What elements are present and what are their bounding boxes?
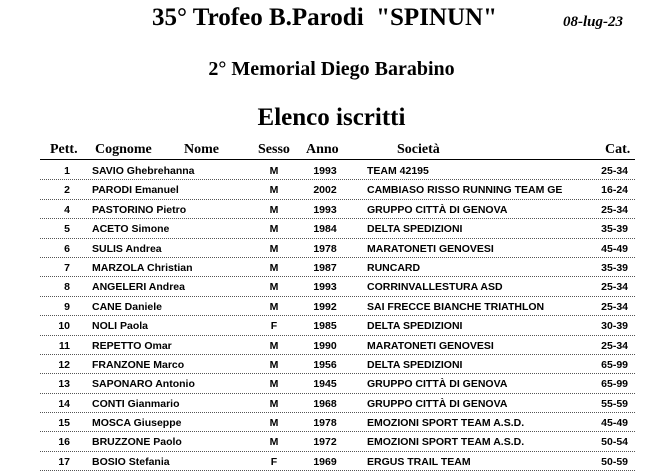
sesso-cell: M <box>269 184 279 197</box>
table-row <box>0 355 663 374</box>
pett-cell: 16 <box>58 436 70 449</box>
name-cell: PASTORINO Pietro <box>92 203 187 216</box>
table-header <box>0 142 663 160</box>
pett-cell: 2 <box>64 184 70 197</box>
cat-cell: 55-59 <box>601 397 628 410</box>
sesso-cell: M <box>269 358 279 371</box>
societa-cell: RUNCARD <box>367 261 421 274</box>
table-row <box>0 432 663 451</box>
header-sesso: Sesso <box>258 142 290 157</box>
name-cell: MOSCA Giuseppe <box>92 417 182 430</box>
societa-cell: ERGUS TRAIL TEAM <box>367 455 471 468</box>
sesso-cell: M <box>269 261 279 274</box>
name-cell: CANE Daniele <box>92 300 163 313</box>
societa-cell: MARATONETI GENOVESI <box>367 339 494 352</box>
anno-cell: 1984 <box>313 223 337 236</box>
table-row <box>0 239 663 258</box>
societa-cell: MARATONETI GENOVESI <box>367 242 494 255</box>
societa-cell: CORRINVALLESTURA ASD <box>367 281 503 294</box>
sesso-cell: M <box>269 397 279 410</box>
name-cell: REPETTO Omar <box>92 339 172 352</box>
name-cell: ANGELERI Andrea <box>92 281 185 294</box>
event-date: 08-lug-23 <box>563 14 623 30</box>
list-heading: Elenco iscritti <box>257 104 406 131</box>
anno-cell: 1969 <box>313 455 337 468</box>
pett-cell: 12 <box>58 358 70 371</box>
societa-cell: GRUPPO CITTÀ DI GENOVA <box>367 397 508 410</box>
pett-cell: 14 <box>58 397 70 410</box>
name-cell: CONTI Gianmario <box>92 397 180 410</box>
societa-cell: EMOZIONI SPORT TEAM A.S.D. <box>367 417 525 430</box>
table-row <box>0 277 663 296</box>
pett-cell: 6 <box>64 242 70 255</box>
document-subtitle: 2° Memorial Diego Barabino <box>208 58 455 80</box>
anno-cell: 1956 <box>313 358 337 371</box>
cat-cell: 65-99 <box>601 358 628 371</box>
table-row <box>0 161 663 180</box>
sesso-cell: M <box>269 203 279 216</box>
sesso-cell: M <box>269 378 279 391</box>
name-cell: FRANZONE Marco <box>92 358 185 371</box>
pett-cell: 5 <box>64 223 70 236</box>
name-cell: BOSIO Stefania <box>92 455 170 468</box>
pett-cell: 9 <box>64 300 70 313</box>
pett-cell: 13 <box>58 378 70 391</box>
pett-cell: 11 <box>58 339 70 352</box>
anno-cell: 1993 <box>313 281 337 294</box>
name-cell: MARZOLA Christian <box>92 261 193 274</box>
header-anno: Anno <box>306 142 339 157</box>
table-row <box>0 452 663 471</box>
pett-cell: 15 <box>58 417 70 430</box>
cat-cell: 35-39 <box>601 261 628 274</box>
anno-cell: 1978 <box>313 242 337 255</box>
name-cell: NOLI Paola <box>92 320 149 333</box>
header-nome: Nome <box>184 142 219 157</box>
anno-cell: 2002 <box>313 184 337 197</box>
sesso-cell: F <box>270 455 278 468</box>
cat-cell: 35-39 <box>601 223 628 236</box>
sesso-cell: M <box>269 417 279 430</box>
anno-cell: 1987 <box>313 261 337 274</box>
cat-cell: 25-34 <box>601 203 628 216</box>
anno-cell: 1993 <box>313 165 337 177</box>
table-row <box>0 219 663 238</box>
header-cat: Cat. <box>605 142 631 157</box>
pett-cell: 10 <box>58 320 70 333</box>
cat-cell: 25-34 <box>601 281 628 294</box>
sesso-cell: M <box>269 223 279 236</box>
pett-cell: 4 <box>64 203 70 216</box>
sesso-cell: M <box>269 281 279 294</box>
participants-table <box>0 161 663 471</box>
header-divider <box>40 159 635 160</box>
document-title: 35° Trofeo B.Parodi "SPINUN" <box>152 4 497 31</box>
name-cell: SAVIO Ghebrehanna <box>92 165 195 177</box>
cat-cell: 50-54 <box>601 436 628 449</box>
table-row <box>0 336 663 355</box>
name-cell: SULIS Andrea <box>92 242 162 255</box>
table-row <box>0 374 663 393</box>
table-row <box>0 180 663 199</box>
pett-cell: 1 <box>64 165 70 177</box>
anno-cell: 1990 <box>313 339 337 352</box>
table-row <box>0 258 663 277</box>
pett-cell: 17 <box>58 455 70 468</box>
pett-cell: 8 <box>64 281 70 294</box>
societa-cell: SAI FRECCE BIANCHE TRIATHLON <box>367 300 545 313</box>
header-pett: Pett. <box>50 142 78 157</box>
sesso-cell: F <box>270 320 278 333</box>
cat-cell: 25-34 <box>601 300 628 313</box>
name-cell: SAPONARO Antonio <box>92 378 195 391</box>
header-cognome: Cognome <box>95 142 152 157</box>
societa-cell: GRUPPO CITTÀ DI GENOVA <box>367 378 508 391</box>
societa-cell: GRUPPO CITTÀ DI GENOVA <box>367 203 508 216</box>
anno-cell: 1945 <box>313 378 337 391</box>
societa-cell: DELTA SPEDIZIONI <box>367 320 463 333</box>
cat-cell: 65-99 <box>601 378 628 391</box>
anno-cell: 1992 <box>313 300 337 313</box>
anno-cell: 1968 <box>313 397 337 410</box>
name-cell: BRUZZONE Paolo <box>92 436 182 449</box>
table-row <box>0 297 663 316</box>
societa-cell: DELTA SPEDIZIONI <box>367 358 463 371</box>
cat-cell: 30-39 <box>601 320 628 333</box>
societa-cell: EMOZIONI SPORT TEAM A.S.D. <box>367 436 525 449</box>
societa-cell: DELTA SPEDIZIONI <box>367 223 463 236</box>
name-cell: PARODI Emanuel <box>92 184 179 197</box>
cat-cell: 45-49 <box>601 242 628 255</box>
anno-cell: 1978 <box>313 417 337 430</box>
sesso-cell: M <box>269 242 279 255</box>
pett-cell: 7 <box>64 261 70 274</box>
name-cell: ACETO Simone <box>92 223 170 236</box>
sesso-cell: M <box>269 339 279 352</box>
societa-cell: CAMBIASO RISSO RUNNING TEAM GE <box>367 184 563 197</box>
sesso-cell: M <box>269 165 279 177</box>
cat-cell: 45-49 <box>601 417 628 430</box>
cat-cell: 25-34 <box>601 339 628 352</box>
sesso-cell: M <box>269 300 279 313</box>
anno-cell: 1993 <box>313 203 337 216</box>
table-row <box>0 200 663 219</box>
societa-cell: TEAM 42195 <box>367 165 429 177</box>
cat-cell: 50-59 <box>601 455 628 468</box>
header-societa: Società <box>397 142 440 157</box>
sesso-cell: M <box>269 436 279 449</box>
table-row <box>0 413 663 432</box>
table-row <box>0 394 663 413</box>
cat-cell: 25-34 <box>601 165 628 177</box>
cat-cell: 16-24 <box>601 184 628 197</box>
table-row <box>0 316 663 335</box>
anno-cell: 1972 <box>313 436 337 449</box>
anno-cell: 1985 <box>313 320 337 333</box>
